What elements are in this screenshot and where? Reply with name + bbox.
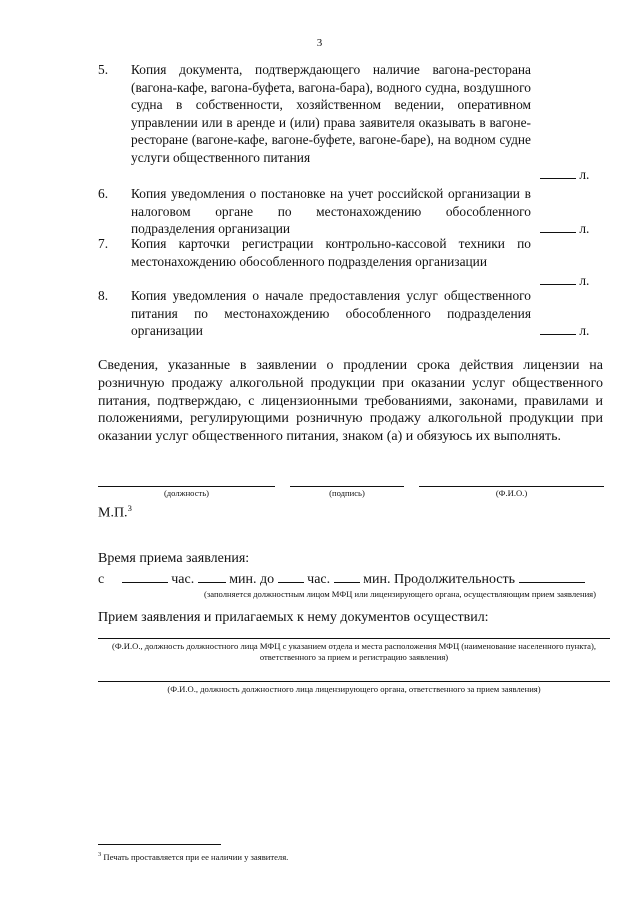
licensing-official-field[interactable] [98, 681, 610, 682]
item-number: 7. [98, 236, 109, 251]
footnote-mark: 3 [98, 851, 102, 858]
from-minutes-field[interactable] [198, 570, 226, 583]
position-field[interactable] [98, 486, 275, 487]
sheets-count-field[interactable] [540, 322, 589, 339]
licensing-official-caption: (Ф.И.О., должность должностного лица лицензирующего органа, ответственного за прием заявления) [167, 684, 541, 694]
seal-label: М.П.$^3$ [98, 503, 132, 521]
sheets-suffix: л. [579, 323, 590, 338]
item-text: Копия уведомления о постановке на учет российской организации в налоговом органе по местонахождению обособленного подразделения организации [131, 186, 531, 237]
signature-field[interactable] [290, 486, 404, 487]
reception-time-row: с час. мин. до час. мин. Продолжительность [98, 570, 585, 588]
item-text: Копия уведомления о начале предоставления услуг общественного питания по местонахождению обособленного подразделения организации [131, 288, 531, 339]
footnote-divider [98, 844, 221, 845]
item-number: 5. [98, 62, 109, 77]
footnote [98, 851, 288, 862]
sheets-suffix: л. [579, 221, 590, 236]
to-minutes-field[interactable] [334, 570, 360, 583]
name-field[interactable] [419, 486, 604, 487]
reception-time-note: (заполняется должностным лицом МФЦ или лицензирующего органа, осуществляющим прием заявления) [204, 589, 596, 599]
statement-paragraph: Сведения, указанные в заявлении о продлении срока действия лицензии на розничную продажу алкогольной продукции при оказании услуг общественного питания, подтверждаю, с лицензионными требованиями, законами, правилами и положениями, регулирующими розничную продажу алкогольной продукции при оказании услуг общественного питания, знаком (а) и обязуюсь их выполнять. [98, 358, 603, 445]
mfc-official-caption: (Ф.И.О., должность должностного лица МФЦ с указанием отдела и места расположения МФЦ (наименование населенного пункта), ответственного за прием и регистрацию заявления) [112, 641, 596, 662]
sheets-suffix: л. [579, 167, 590, 182]
sheets-count-field[interactable] [540, 220, 589, 237]
position-caption: (должность) [163, 488, 210, 498]
footnote-text: Печать проставляется при ее наличии у заявителя. [103, 851, 289, 862]
item-text: Копия документа, подтверждающего наличие вагона-ресторана (вагона-кафе, вагона-буфета, вагона-бара), водного судна, воздушного судна в собственности, хозяйственном ведении, оперативном управлении или в аренде и (или) права заявителя оказывать в вагоне-ресторане (вагоне-кафе, вагоне-буфете, вагоне-баре), на водном судне услуги общественного питания [131, 62, 531, 165]
to-hours-field[interactable] [278, 570, 304, 583]
item-number: 8. [98, 288, 109, 303]
signature-caption: (подпись) [329, 488, 365, 498]
page-number: 3 [316, 37, 323, 49]
duration-field[interactable] [519, 570, 585, 583]
footnote-mark: 3 [127, 503, 132, 513]
item-text: Копия карточки регистрации контрольно-кассовой техники по местонахождению обособленного подразделения организации [131, 236, 531, 269]
sheets-count-field[interactable] [540, 272, 589, 289]
item-number: 6. [98, 186, 109, 201]
mfc-official-field[interactable] [98, 638, 610, 639]
sheets-count-field[interactable] [540, 166, 589, 183]
from-hours-field[interactable] [122, 570, 168, 583]
sheets-suffix: л. [579, 273, 590, 288]
reception-time-title: Время приема заявления: [98, 551, 250, 566]
acceptance-title: Прием заявления и прилагаемых к нему документов осуществил: [98, 610, 489, 625]
name-caption: (Ф.И.О.) [495, 488, 528, 498]
